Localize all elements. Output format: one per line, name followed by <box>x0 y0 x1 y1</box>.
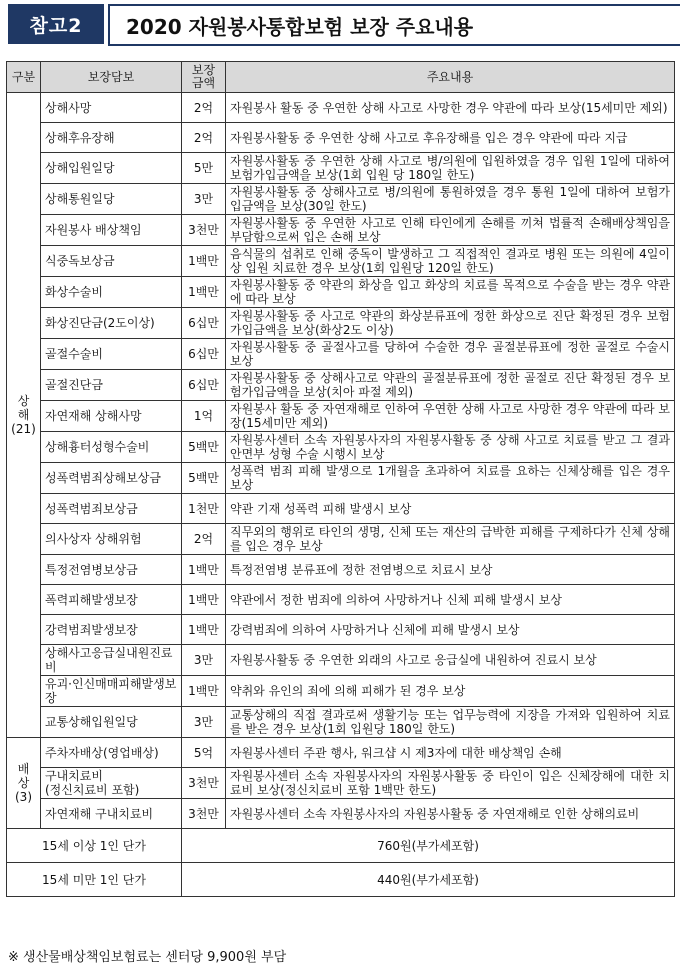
coverage-amount: 3만 <box>182 707 226 738</box>
header <box>8 4 672 44</box>
coverage-item: 상해후유장해 <box>41 123 182 153</box>
table-row <box>7 615 675 645</box>
table-row <box>7 768 675 799</box>
coverage-amount: 6십만 <box>182 339 226 370</box>
coverage-description: 자원봉사활동 중 우연한 외래의 사고로 응급실에 내원하여 진료시 보상 <box>226 645 675 676</box>
price-label: 15세 이상 1인 단가 <box>7 829 182 863</box>
coverage-amount: 1백만 <box>182 676 226 707</box>
coverage-amount: 2억 <box>182 93 226 123</box>
coverage-description: 특정전염병 분류표에 정한 전염병으로 치료시 보상 <box>226 555 675 585</box>
table-row <box>7 93 675 123</box>
coverage-item: 상해흉터성형수술비 <box>41 432 182 463</box>
coverage-item: 상해사망 <box>41 93 182 123</box>
header-amount: 보장 금액 <box>182 62 226 93</box>
header-desc: 주요내용 <box>226 62 675 93</box>
group-label: 배 상 (3) <box>7 738 41 829</box>
coverage-item: 성폭력범죄보상금 <box>41 494 182 524</box>
coverage-description: 자원봉사활동 중 사고로 약관의 화상분류표에 정한 화상으로 진단 확정된 경우 보험가입금액을 보상(화상2도 이상) <box>226 308 675 339</box>
coverage-amount: 5억 <box>182 738 226 768</box>
coverage-description: 자원봉사활동 중 우연한 사고로 인해 타인에게 손해를 끼쳐 법률적 손해배상책임을 부담함으로써 입은 손해 보상 <box>226 215 675 246</box>
coverage-amount: 1억 <box>182 401 226 432</box>
table-row <box>7 707 675 738</box>
coverage-description: 자원봉사센터 주관 행사, 워크샵 시 제3자에 대한 배상책임 손해 <box>226 738 675 768</box>
coverage-item: 식중독보상금 <box>41 246 182 277</box>
coverage-amount: 5백만 <box>182 463 226 494</box>
coverage-item: 구내치료비 (정신치료비 포함) <box>41 768 182 799</box>
coverage-item: 특정전염병보상금 <box>41 555 182 585</box>
coverage-item: 화상수술비 <box>41 277 182 308</box>
table-row <box>7 432 675 463</box>
coverage-amount: 5백만 <box>182 432 226 463</box>
coverage-amount: 1백만 <box>182 555 226 585</box>
coverage-description: 직무외의 행위로 타인의 생명, 신체 또는 재산의 급박한 피해를 구제하다가 신체 상해를 입은 경우 보상 <box>226 524 675 555</box>
price-value: 440원(부가세포함) <box>182 863 675 897</box>
coverage-description: 자원봉사센터 소속 자원봉사자의 자원봉사활동 중 자연재해로 인한 상해의료비 <box>226 799 675 829</box>
coverage-item: 상해사고응급실내원진료비 <box>41 645 182 676</box>
page-title: 2020 자원봉사통합보험 보장 주요내용 <box>108 4 680 46</box>
coverage-item: 상해입원일당 <box>41 153 182 184</box>
coverage-item: 상해통원일당 <box>41 184 182 215</box>
table-row <box>7 308 675 339</box>
table-row <box>7 555 675 585</box>
coverage-description: 자원봉사활동 중 우연한 상해 사고로 후유장해를 입은 경우 약관에 따라 지급 <box>226 123 675 153</box>
table-row <box>7 123 675 153</box>
coverage-description: 성폭력 범죄 피해 발생으로 1개월을 초과하여 치료를 요하는 신체상해를 입은 경우 보상 <box>226 463 675 494</box>
table-row <box>7 277 675 308</box>
table-row <box>7 463 675 494</box>
table-row <box>7 738 675 768</box>
coverage-amount: 1백만 <box>182 585 226 615</box>
coverage-item: 유괴·인신매매피해발생보장 <box>41 676 182 707</box>
table-row <box>7 524 675 555</box>
coverage-description: 자원봉사활동 중 골절사고를 당하여 수술한 경우 골절분류표에 정한 골절로 수술시 보상 <box>226 339 675 370</box>
table-header-row <box>7 62 675 93</box>
price-row <box>7 829 675 863</box>
coverage-amount: 2억 <box>182 524 226 555</box>
coverage-amount: 5만 <box>182 153 226 184</box>
coverage-description: 약관에서 정한 범죄에 의하여 사망하거나 신체 피해 발생시 보상 <box>226 585 675 615</box>
coverage-item: 자연재해 상해사망 <box>41 401 182 432</box>
coverage-amount: 3만 <box>182 184 226 215</box>
coverage-item: 주차자배상(영업배상) <box>41 738 182 768</box>
header-item: 보장담보 <box>41 62 182 93</box>
coverage-amount: 3천만 <box>182 215 226 246</box>
table-row <box>7 153 675 184</box>
coverage-description: 강력범죄에 의하여 사망하거나 신체에 피해 발생시 보상 <box>226 615 675 645</box>
coverage-item: 자연재해 구내치료비 <box>41 799 182 829</box>
coverage-amount: 6십만 <box>182 370 226 401</box>
coverage-amount: 3천만 <box>182 799 226 829</box>
table-row <box>7 799 675 829</box>
coverage-item: 의사상자 상해위험 <box>41 524 182 555</box>
coverage-item: 화상진단금(2도이상) <box>41 308 182 339</box>
coverage-description: 음식물의 섭취로 인해 중독이 발생하고 그 직접적인 결과로 병원 또는 의원에 4일이상 입원 치료한 경우 보상(1회 입원당 120일 한도) <box>226 246 675 277</box>
coverage-amount: 1백만 <box>182 615 226 645</box>
table-row <box>7 339 675 370</box>
group-label: 상 해 (21) <box>7 93 41 738</box>
coverage-item: 성폭력범죄상해보상금 <box>41 463 182 494</box>
coverage-item: 교통상해입원일당 <box>41 707 182 738</box>
coverage-amount: 1백만 <box>182 277 226 308</box>
coverage-item: 골절진단금 <box>41 370 182 401</box>
coverage-item: 자원봉사 배상책임 <box>41 215 182 246</box>
table-row <box>7 676 675 707</box>
coverage-description: 교통상해의 직접 결과로써 생활기능 또는 업무능력에 지장을 가져와 입원하여 치료를 받은 경우 보상(1회 입원당 180일 한도) <box>226 707 675 738</box>
table-row <box>7 645 675 676</box>
coverage-description: 자원봉사 활동 중 우연한 상해 사고로 사망한 경우 약관에 따라 보상(15세미만 제외) <box>226 93 675 123</box>
table-row <box>7 215 675 246</box>
coverage-description: 자원봉사활동 중 우연한 상해 사고로 병/의원에 입원하였을 경우 입원 1일에 대하여 보험가입금액을 보상(1회 입원 당 180일 한도) <box>226 153 675 184</box>
coverage-amount: 1백만 <box>182 246 226 277</box>
coverage-item: 강력범죄발생보장 <box>41 615 182 645</box>
coverage-amount: 3만 <box>182 645 226 676</box>
coverage-amount: 6십만 <box>182 308 226 339</box>
table-row <box>7 370 675 401</box>
coverage-description: 자원봉사활동 중 약관의 화상을 입고 화상의 치료를 목적으로 수술을 받는 경우 약관에 따라 보상 <box>226 277 675 308</box>
coverage-description: 자원봉사센터 소속 자원봉사자의 자원봉사활동 중 타인이 입은 신체장해에 대한 치료비 보상(정신치료비 포함 1백만 한도) <box>226 768 675 799</box>
coverage-item: 골절수술비 <box>41 339 182 370</box>
table-row <box>7 246 675 277</box>
table-row <box>7 585 675 615</box>
coverage-amount: 1천만 <box>182 494 226 524</box>
price-row <box>7 863 675 897</box>
coverage-description: 자원봉사활동 중 상해사고로 약관의 골절분류표에 정한 골절로 진단 확정된 경우 보험가입금액을 보상(치아 파절 제외) <box>226 370 675 401</box>
table-row <box>7 494 675 524</box>
footnote: ※ 생산물배상책임보험료는 센터당 9,900원 부담 <box>8 950 287 965</box>
reference-badge: 참고2 <box>8 4 104 44</box>
coverage-description: 자원봉사센터 소속 자원봉사자의 자원봉사활동 중 상해 사고로 치료를 받고 그 결과 안면부 성형 수술 시행시 보상 <box>226 432 675 463</box>
coverage-item: 폭력피해발생보장 <box>41 585 182 615</box>
coverage-amount: 2억 <box>182 123 226 153</box>
price-value: 760원(부가세포함) <box>182 829 675 863</box>
table-row <box>7 184 675 215</box>
price-label: 15세 미만 1인 단가 <box>7 863 182 897</box>
coverage-description: 약취와 유인의 죄에 의해 피해가 된 경우 보상 <box>226 676 675 707</box>
coverage-table <box>6 61 675 897</box>
coverage-description: 약관 기재 성폭력 피해 발생시 보상 <box>226 494 675 524</box>
coverage-description: 자원봉사활동 중 상해사고로 병/의원에 통원하였을 경우 통원 1일에 대하여 보험가입금액을 보상(30일 한도) <box>226 184 675 215</box>
coverage-amount: 3천만 <box>182 768 226 799</box>
table-row <box>7 401 675 432</box>
header-group: 구분 <box>7 62 41 93</box>
coverage-description: 자원봉사 활동 중 자연재해로 인하여 우연한 상해 사고로 사망한 경우 약관에 따라 보장(15세미만 제외) <box>226 401 675 432</box>
